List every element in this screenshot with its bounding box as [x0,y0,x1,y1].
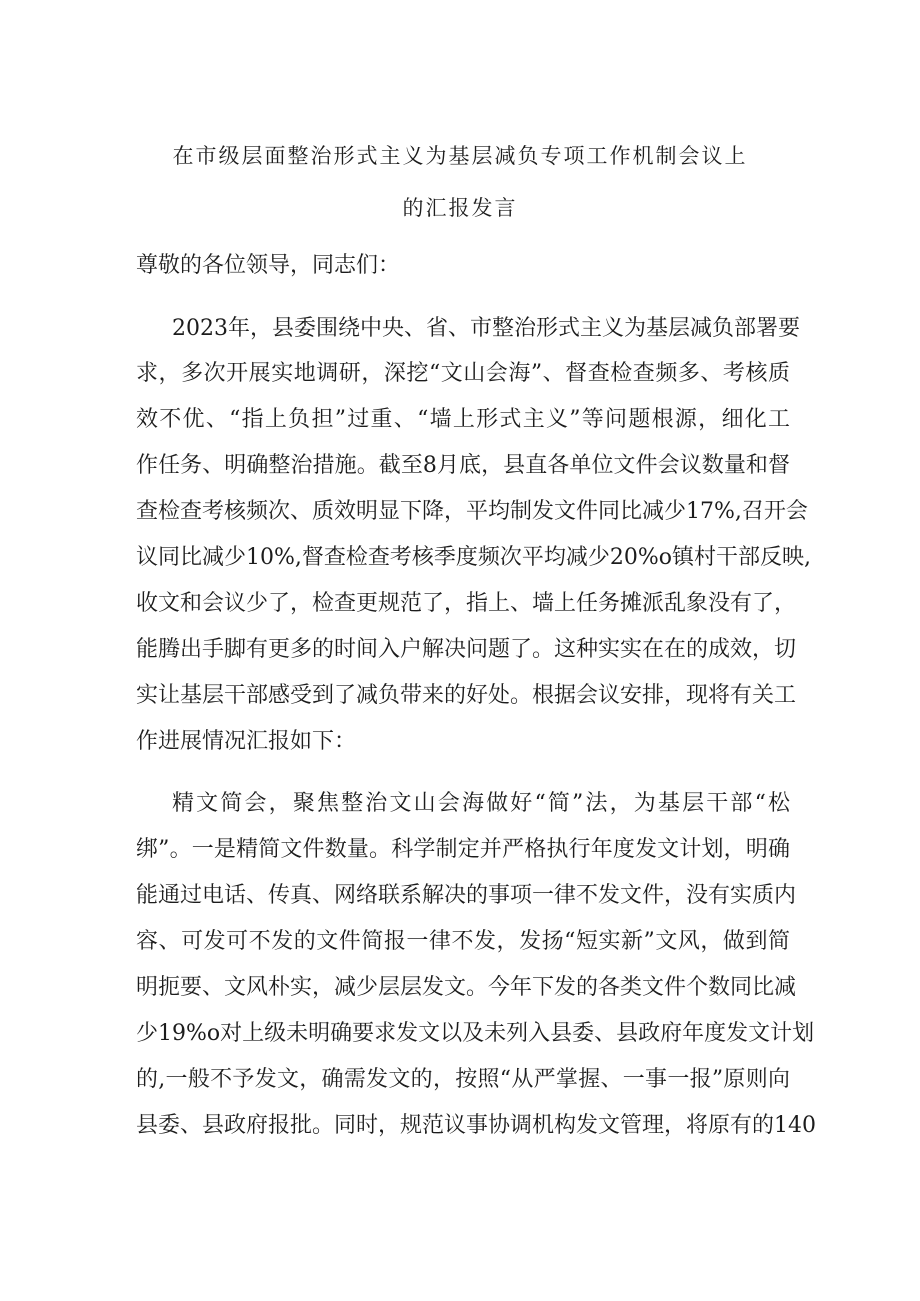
paragraph-line: 2023年，县委围绕中央、省、市整治形式主义为基层减负部署要 [172,316,800,341]
paragraph-line: 绑”。一是精简文件数量。科学制定并严格执行年度发文计划，明确 [136,837,790,862]
paragraph-line: 能腾出手脚有更多的时间入户解决问题了。这种实实在在的成效，切 [136,637,797,662]
paragraph-line: 收文和会议少了，检查更规范了，指上、墙上任务摊派乱象没有了， [136,591,797,616]
salutation: 尊敬的各位领导，同志们： [136,253,401,278]
paragraph-line: 作进展情况汇报如下： [136,729,357,754]
title-line-1: 在市级层面整治形式主义为基层减负专项工作机制会议上 [172,144,748,168]
paragraph-line: 查检查考核频次、质效明显下降，平均制发文件同比减少17%,召开会 [136,499,808,524]
paragraph-line: 精文简会，聚焦整治文山会海做好“简”法，为基层干部“松 [172,791,790,816]
paragraph-line: 的,一般不予发文，确需发文的，按照“从严掌握、一事一报”原则向 [136,1067,790,1092]
paragraph-line: 县委、县政府报批。同时，规范议事协调机构发文管理，将原有的140 [136,1113,816,1138]
paragraph-line: 能通过电话、传真、网络联系解决的事项一律不发文件，没有实质内 [136,883,797,908]
paragraph-line: 明扼要、文风朴实，减少层层发文。今年下发的各类文件个数同比减 [136,975,797,1000]
paragraph-line: 作任务、明确整治措施。截至8月底，县直各单位文件会议数量和督 [136,453,790,478]
paragraph-line: 少19%o对上级未明确要求发文以及未列入县委、县政府年度发文计划 [136,1021,815,1046]
paragraph-line: 议同比减少10%,督查检查考核季度频次平均减少20%o镇村干部反映, [136,545,812,570]
title-line-2: 的汇报发言 [402,196,518,220]
paragraph-line: 容、可发可不发的文件简报一律不发，发扬“短实新”文风，做到简 [136,929,790,954]
paragraph-line: 效不优、“指上负担”过重、“墙上形式主义”等问题根源，细化工 [136,407,790,432]
paragraph-line: 实让基层干部感受到了减负带来的好处。根据会议安排，现将有关工 [136,683,797,708]
paragraph-line: 求，多次开展实地调研，深挖“文山会海”、督查检查频多、考核质 [136,361,790,386]
